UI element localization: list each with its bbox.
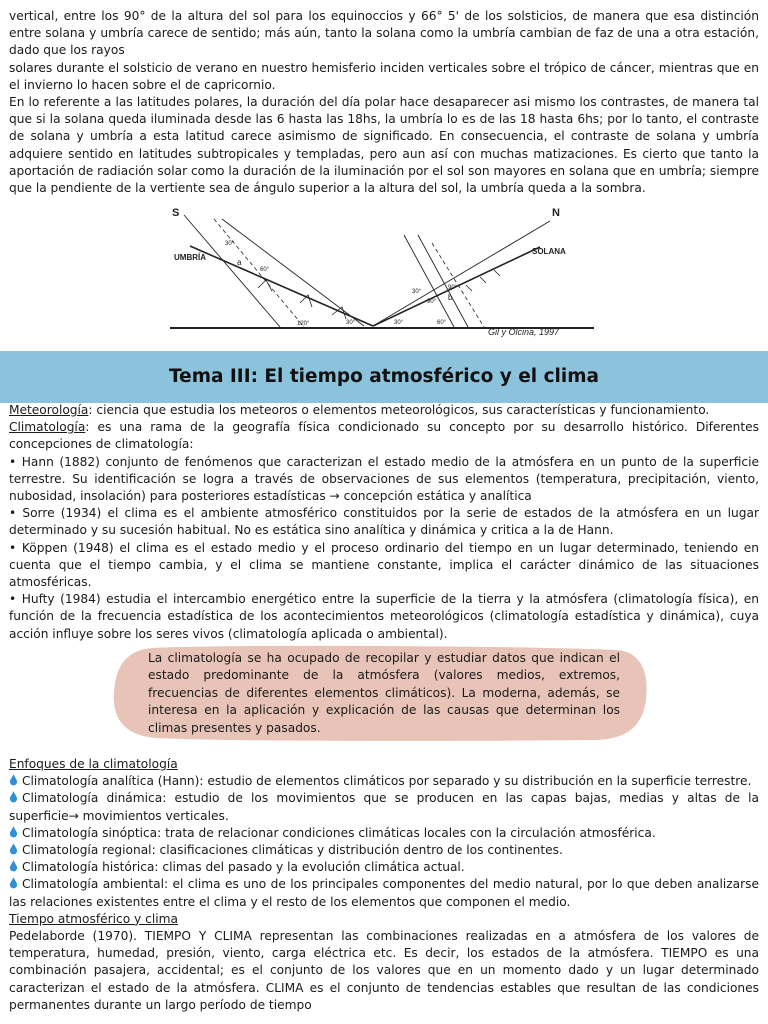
intro-text xyxy=(0,8,768,197)
enfoque-text: Climatología sinóptica: trata de relacionar condiciones climáticas locales con la circulación atmosférica. xyxy=(22,825,656,840)
angle-label: 120° xyxy=(297,321,310,327)
note-box xyxy=(112,644,649,742)
angle-label: 60° xyxy=(260,267,270,273)
label-n: N xyxy=(552,207,560,219)
angle-label: 30° xyxy=(346,320,356,326)
enfoque-item xyxy=(0,773,768,790)
definition-climatologia xyxy=(0,419,768,453)
water-drop-icon xyxy=(9,877,18,889)
enfoques-section xyxy=(0,756,768,1014)
bullet-hufty: • Hufty (1984) estudia el intercambio energético entre la superficie de la tierra y la atmósfera (climatología física), en función de la frecuencia estadística de los acontecimientos meteorológicos (climatología estadística y dinámica), cuya acción influye sobre los seres vivos (climatología aplicada o ambiental). xyxy=(9,592,759,641)
water-drop-icon xyxy=(9,774,18,786)
bullet-koppen: • Köppen (1948) el clima es el estado medio y el proceso ordinario del tiempo en un lugar determinado, teniendo en cuenta que el tiempo cambia, y el clima se mantiene constante, implica el carácter dinámico de las situaciones atmosféricas. xyxy=(9,540,759,590)
enfoques-heading: Enfoques de la climatología xyxy=(9,757,178,771)
enfoque-text: Climatología regional: clasificaciones climáticas y distribución dentro de los continentes. xyxy=(22,843,563,858)
label-b: b xyxy=(448,293,453,302)
angle-label: 30° xyxy=(412,289,422,295)
solana-umbria-diagram xyxy=(162,203,602,341)
paragraph: En lo referente a las latitudes polares, la duración del día polar hace desaparecer asi mismo los contrastes, de manera tal que si la solana queda iluminada desde las 6 hasta las 18hs, la umbría lo es de las 18 hasta 6hs; por lo tanto, el contraste de solana y umbría a esta latitud carece asimismo de significado. En consecuencia, el contraste de solana y umbría adquiere sentido en latitudes subtropicales y templadas, pero aun así con muchas matizaciones. Es cierto que tanto la aportación de radiación solar como la duración de la iluminación por el sol son mayores en solana que en umbría; siempre que la pendiente de la vertiente sea de ángulo superior a la altura del sol, la umbría queda a la sombra. xyxy=(9,95,759,196)
section-banner xyxy=(0,351,768,403)
label-s: S xyxy=(172,207,180,219)
paragraph: solares durante el solsticio de verano en nuestro hemisferio inciden verticales sobre el trópico de cáncer, mientras que en el invierno lo hacen sobre el de capricornio. xyxy=(9,60,759,92)
definition-text: : ciencia que estudia los meteoros o elementos meteorológicos, sus características y funcionamiento. xyxy=(88,403,710,417)
enfoque-text: Climatología ambiental: el clima es uno de los principales componentes del medio natural, por lo que deben analizarse las relaciones existentes entre el clima y el resto de los elementos que componen el medio. xyxy=(9,877,759,909)
paragraph: vertical, entre los 90° de la altura del sol para los equinoccios y 66° 5' de los solsticios, de manera que esa distinción entre solana y umbría carece de sentido; más aún, tanto la solana como la umbría cambian de faz de una a otra estación, dado que los rayos xyxy=(9,9,759,58)
enfoque-item xyxy=(0,876,768,910)
water-drop-icon xyxy=(9,843,18,855)
label-umbria: UMBRÍA xyxy=(174,253,206,262)
angle-label: 30° xyxy=(394,320,404,326)
enfoque-item xyxy=(0,825,768,842)
enfoque-item xyxy=(0,842,768,859)
definitions-section xyxy=(0,402,768,643)
section-title: Tema III: El tiempo atmosférico y el clima xyxy=(169,366,599,387)
bullet-hann: • Hann (1882) conjunto de fenómenos que caracterizan el estado medio de la atmósfera en un punto de la superficie terrestre. Su identificación se logra a través de observaciones de sus elementos (temperatura, precipitación, viento, nubosidad, insolación) para posteriores estadísticas → concepción estática y analítica xyxy=(9,454,759,504)
definition-meteorologia xyxy=(0,402,768,419)
angle-label: 30° xyxy=(225,241,235,247)
enfoque-text: Climatología histórica: climas del pasado y la evolución climática actual. xyxy=(22,860,465,875)
water-drop-icon xyxy=(9,860,18,872)
label-a: a xyxy=(237,258,242,267)
enfoque-item xyxy=(0,790,768,824)
enfoque-text: Climatología dinámica: estudio de los movimientos que se producen en las capas bajas, medias y altas de la superficie→ movimientos verticales. xyxy=(9,791,759,823)
bullet-sorre: • Sorre (1934) el clima es el ambiente atmosférico constituidos por la serie de estados de la atmósfera en un lugar determinado y su sucesión habitual. No es estática sino analítica y dinámica y critica a la de Hann. xyxy=(9,506,759,538)
note-text: La climatología se ha ocupado de recopilar y estudiar datos que indican el estado predominante de la atmósfera (valores medios, extremos, frecuencias de diferentes elementos climáticos). La moderna, además, se interesa en la aplicación y explicación de las causas que determinan los climas presentes y pasados. xyxy=(148,651,620,735)
water-drop-icon xyxy=(9,791,18,803)
tiempo-heading: Tiempo atmosférico y clima xyxy=(9,911,178,926)
term-meteorologia: Meteorología xyxy=(9,403,89,417)
term-climatologia: Climatología xyxy=(9,420,86,435)
enfoque-text: Climatología analítica (Hann): estudio de elementos climáticos por separado y su distribución en la superficie terrestre. xyxy=(22,774,752,789)
definition-text: : es una rama de la geografía física condicionado su concepto por su desarrollo histórico. Diferentes concepciones de climatología: xyxy=(9,420,759,452)
enfoque-item xyxy=(0,859,768,876)
figure-credit: Gil y Olcina, 1997 xyxy=(488,327,560,337)
angle-label: 60° xyxy=(437,320,447,326)
angle-label: 90° xyxy=(427,299,437,305)
label-solana: SOLANA xyxy=(532,247,566,256)
angle-label: 90° xyxy=(448,285,458,291)
tiempo-paragraph: Pedelaborde (1970). TIEMPO Y CLIMA representan las combinaciones realizadas en a atmósfera de los valores de temperatura, humedad, presión, viento, carga eléctrica etc. Es decir, los estados de la atmósfera. TIEMPO es una combinación pasajera, accidental; es el conjunto de los valores que en un momento dado y un lugar determinado caracterizan el estado de la atmósfera. CLIMA es el conjunto de tendencias estables que resultan de las condiciones permanentes durante un largo período de tiempo xyxy=(9,929,759,1012)
water-drop-icon xyxy=(9,826,18,838)
